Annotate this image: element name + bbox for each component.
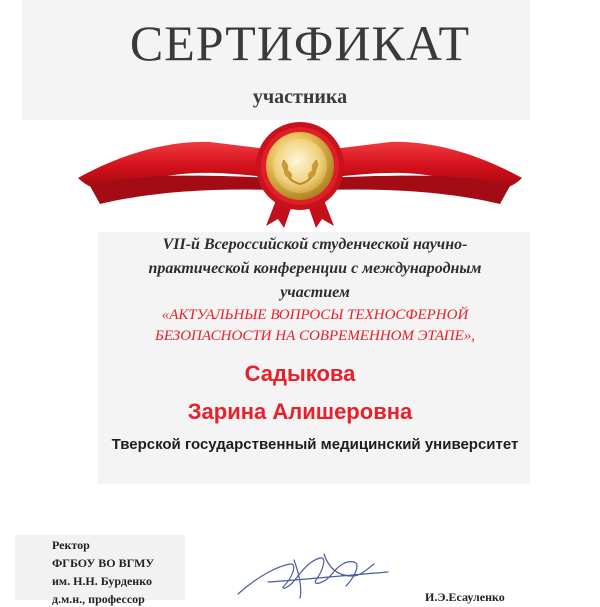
participant-given-names: Зарина Алишеровна [187,399,413,424]
certificate-subtitle: участника [252,86,348,108]
conference-topic-line: БЕЗОПАСНОСТИ НА СОВРЕМЕННОМ ЭТАПЕ», [154,328,475,344]
rector-title-line: Ректор [52,538,90,552]
participant-university: Тверской государственный медицинский университет [111,436,519,453]
conference-topic-line: «АКТУАЛЬНЫЕ ВОПРОСЫ ТЕХНОСФЕРНОЙ [161,307,469,323]
rector-title-line: им. Н.Н. Бурденко [52,574,152,588]
signature-icon [228,546,398,600]
rector-title-line: ФГБОУ ВО ВГМУ [52,556,155,570]
signer-name: И.Э.Есауленко [425,590,505,604]
rector-title-line: д.м.н., профессор [52,592,145,606]
conference-line: VII-й Всероссийской студенческой научно- [162,236,468,253]
conference-line: участием [280,284,350,301]
ribbon-medal-icon [70,120,530,230]
participant-surname: Садыкова [244,361,356,386]
conference-line: практической конференции с международным [148,260,482,277]
certificate-title: СЕРТИФИКАТ [129,15,471,71]
